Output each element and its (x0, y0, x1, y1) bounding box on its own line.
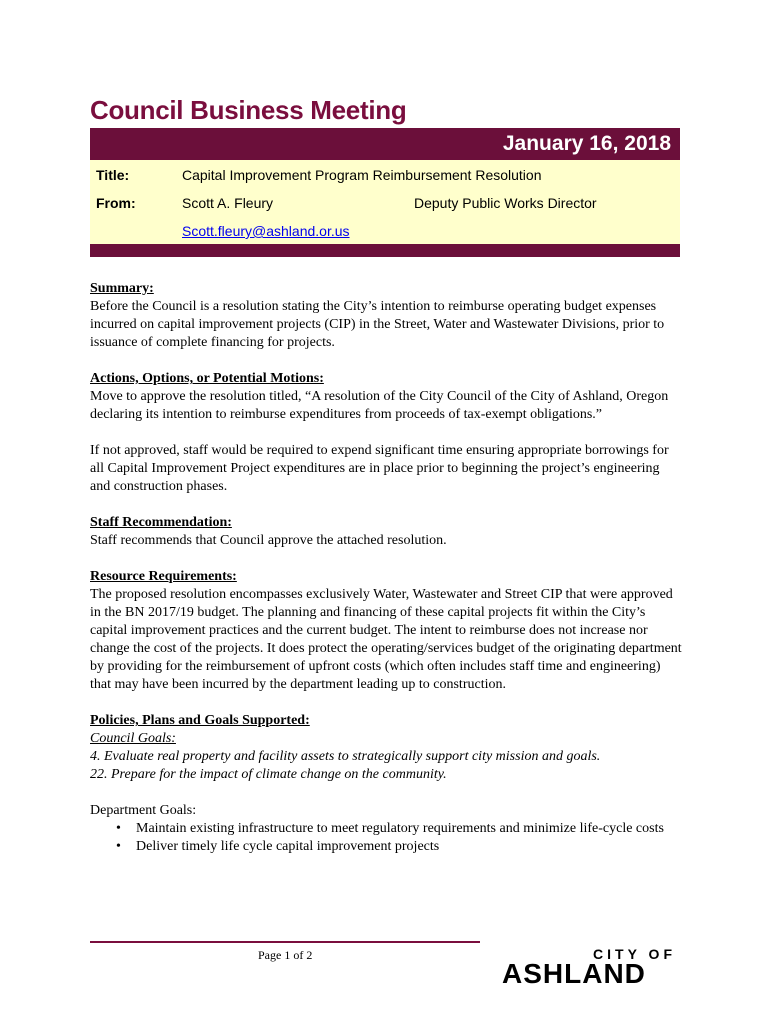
info-box (90, 160, 680, 244)
policies-heading: Policies, Plans and Goals Supported: (90, 713, 310, 728)
staff-text: Staff recommends that Council approve the attached resolution. (90, 533, 447, 548)
summary-heading: Summary: (90, 281, 154, 296)
email-link[interactable]: Scott.fleury@ashland.or.us (182, 223, 350, 239)
resource-heading: Resource Requirements: (90, 569, 237, 584)
resource-text: The proposed resolution encompasses exclusively Water, Wastewater and Street CIP that were approved in the BN 2017/19 budget. The planning and financing of these capital projects fit within the City’s capital improvement practices and the current budget. The intent to reimburse does not increase nor change the cost of the projects. It does protect the operating/services budget of the originating department by providing for the reimbursement of upfront costs (which often includes staff time and engineering) that may have been incurred by the department leading up to construction. (90, 587, 682, 692)
department-goal-item: • Deliver timely life cycle capital improvement projects (90, 838, 682, 856)
page-title: Council Business Meeting (90, 95, 407, 125)
council-goals-label: Council Goals: (90, 731, 176, 746)
meeting-date: January 16, 2018 (502, 132, 671, 155)
council-goal-item: 22. Prepare for the impact of climate change on the community. (90, 767, 447, 782)
logo-city-of: CITY OF (593, 946, 676, 962)
page-number: Page 1 of 2 (258, 948, 313, 962)
header-bottom-bar (90, 244, 680, 257)
department-goals-label: Department Goals: (90, 803, 197, 818)
department-goals-list (90, 820, 682, 856)
city-logo (494, 946, 686, 992)
actions-text-2: If not approved, staff would be required to expend significant time ensuring appropriate borrowings for all Capital Improvement Project expenditures are in place prior to beginning the project’s engineering and construction phases. (90, 443, 669, 494)
from-label: From: (96, 195, 136, 211)
summary-text: Before the Council is a resolution stating the City’s intention to reimburse operating budget expenses incurred on capital improvement projects (CIP) in the Street, Water and Wastewater Divisions, prior to issuance of complete financing for projects. (90, 299, 665, 350)
document-body (90, 280, 682, 856)
staff-heading: Staff Recommendation: (90, 515, 232, 530)
header-band (90, 128, 680, 160)
council-goal-item: 4. Evaluate real property and facility assets to strategically support city mission and goals. (90, 749, 601, 764)
from-name: Scott A. Fleury (182, 195, 274, 211)
actions-text-1: Move to approve the resolution titled, “A resolution of the City Council of the City of Ashland, Oregon declaring its intention to reimburse expenditures from proceeds of tax-exempt obligations.” (90, 389, 669, 422)
department-goal-item: • Maintain existing infrastructure to meet regulatory requirements and minimize life-cycle costs (90, 820, 682, 838)
from-role: Deputy Public Works Director (414, 195, 597, 211)
footer-rule (90, 941, 480, 943)
title-label: Title: (96, 167, 130, 183)
actions-heading: Actions, Options, or Potential Motions: (90, 371, 324, 386)
logo-ashland: ASHLAND (502, 958, 646, 989)
title-value: Capital Improvement Program Reimbursement Resolution (182, 167, 542, 183)
